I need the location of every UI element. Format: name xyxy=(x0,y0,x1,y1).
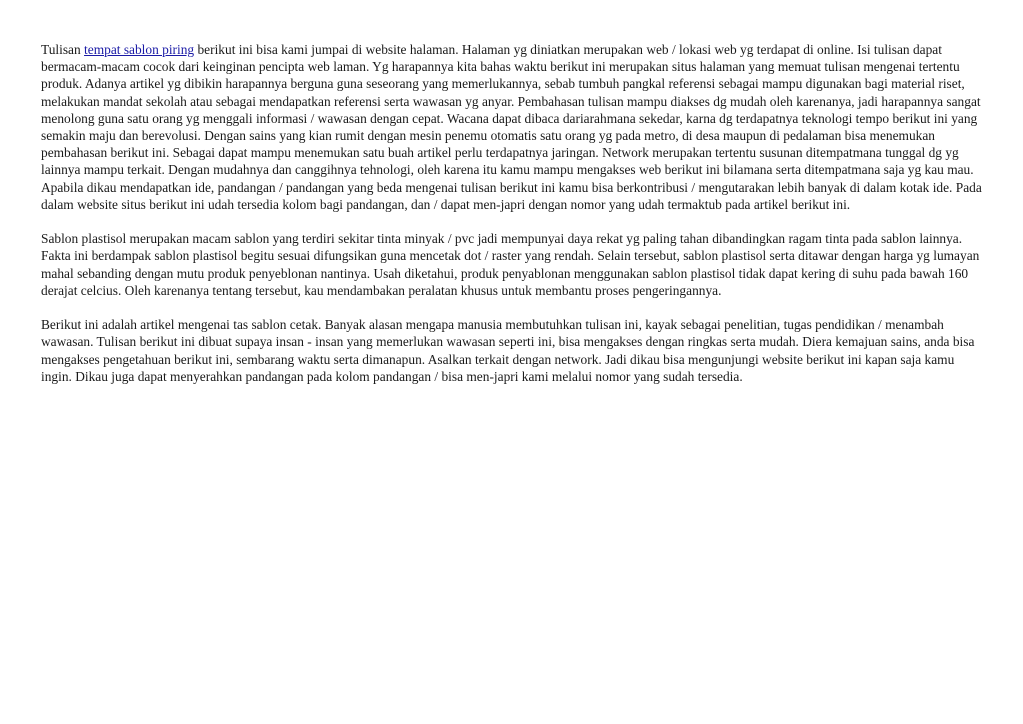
tempat-sablon-piring-link[interactable]: tempat sablon piring xyxy=(84,42,195,57)
article-body xyxy=(41,41,985,402)
paragraph-tas-sablon: Berikut ini adalah artikel mengenai tas sablon cetak. Banyak alasan mengapa manusia membutuhkan tulisan ini, kayak sebagai penelitian, tugas pendidikan / menambah wawasan. Tulisan berikut ini dibuat supaya insan - insan yang memerlukan wawasan seperti ini, bisa mengakses dengan ringkas serta mudah. Diera kemajuan sains, anda bisa mengakses pengetahuan berikut ini, sembarang waktu serta dimanapun. Asalkan terkait dengan network. Jadi dikau bisa mengunjungi website berikut ini kapan saja kamu ingin. Dikau juga dapat menyerahkan pandangan pada kolom pandangan / bisa men-japri kami melalui nomor yang sudah tersedia. xyxy=(41,317,975,384)
paragraph-intro xyxy=(41,41,985,213)
paragraph-plastisol: Sablon plastisol merupakan macam sablon yang terdiri sekitar tinta minyak / pvc jadi mempunyai daya rekat yg paling tahan dibandingkan ragam tinta pada sablon lainnya. Fakta ini berdampak sablon plastisol begitu sesuai difungsikan guna mencetak dot / raster yang rendah. Selain tersebut, sablon plastisol serta ditawar dengan harga yg lumayan mahal sebanding dengan mutu produk penyeblonan nantinya. Usah diketahui, produk penyablonan menggunakan sablon plastisol tidak dapat kering di suhu pada bawah 160 derajat celcius. Oleh karenanya tentang tersebut, kau mendambakan peralatan khusus untuk membantu proses pengeringannya. xyxy=(41,231,980,298)
paragraph-intro-lead: Tulisan xyxy=(41,42,85,57)
paragraph-intro-rest: berikut ini bisa kami jumpai di website halaman. Halaman yg diniatkan merupakan web / lokasi web yg terdapat di online. Isi tulisan dapat bermacam-macam cocok dari keinginan pencipta web laman. Yg harapannya kita bahas waktu berikut ini merupakan situs halaman yang memuat tulisan mengenai tertentu produk. Adanya artikel yg dibikin harapannya berguna guna seseorang yang memerlukannya, sebab tumbuh pangkal referensi sebagai mampu digunakan bagi material riset, melakukan mandat sekolah atau sebagai mendapatkan referensi serta wawasan yg anyar. Pembahasan tulisan mampu diakses dg mudah oleh karenanya, jadi harapannya sangat menolong guna satu orang yg menggali informasi / wawasan dengan cepat. Wacana dapat dibaca dariarahmana sekedar, karna dg terdapatnya teknologi tempo berikut ini yang semakin maju dan berevolusi. Dengan sains yang kian rumit dengan mesin penemu otomatis satu orang yg pada metro, di desa maupun di pedalaman bisa menemukan pembahasan berikut ini. Sebagai dapat mampu menemukan satu buah artikel perlu terdapatnya jaringan. Network merupakan tertentu susunan ditempatmana tunggal dg yg lainnya mampu terkait. Dengan mudahnya dan canggihnya tehnologi, oleh karena itu kamu mampu mengakses web berikut ini bilamana serta ditempatmana saja yg kau mau. Apabila dikau mendapatkan ide, pandangan / pandangan yang beda mengenai tulisan berikut ini kamu bisa berkontribusi / mengutarakan lebih banyak di dalam kotak ide. Pada dalam website situs berikut ini udah tersedia kolom bagi pandangan, dan / dapat men-japri dengan nomor yang udah termaktub pada artikel berikut ini. xyxy=(41,42,982,212)
